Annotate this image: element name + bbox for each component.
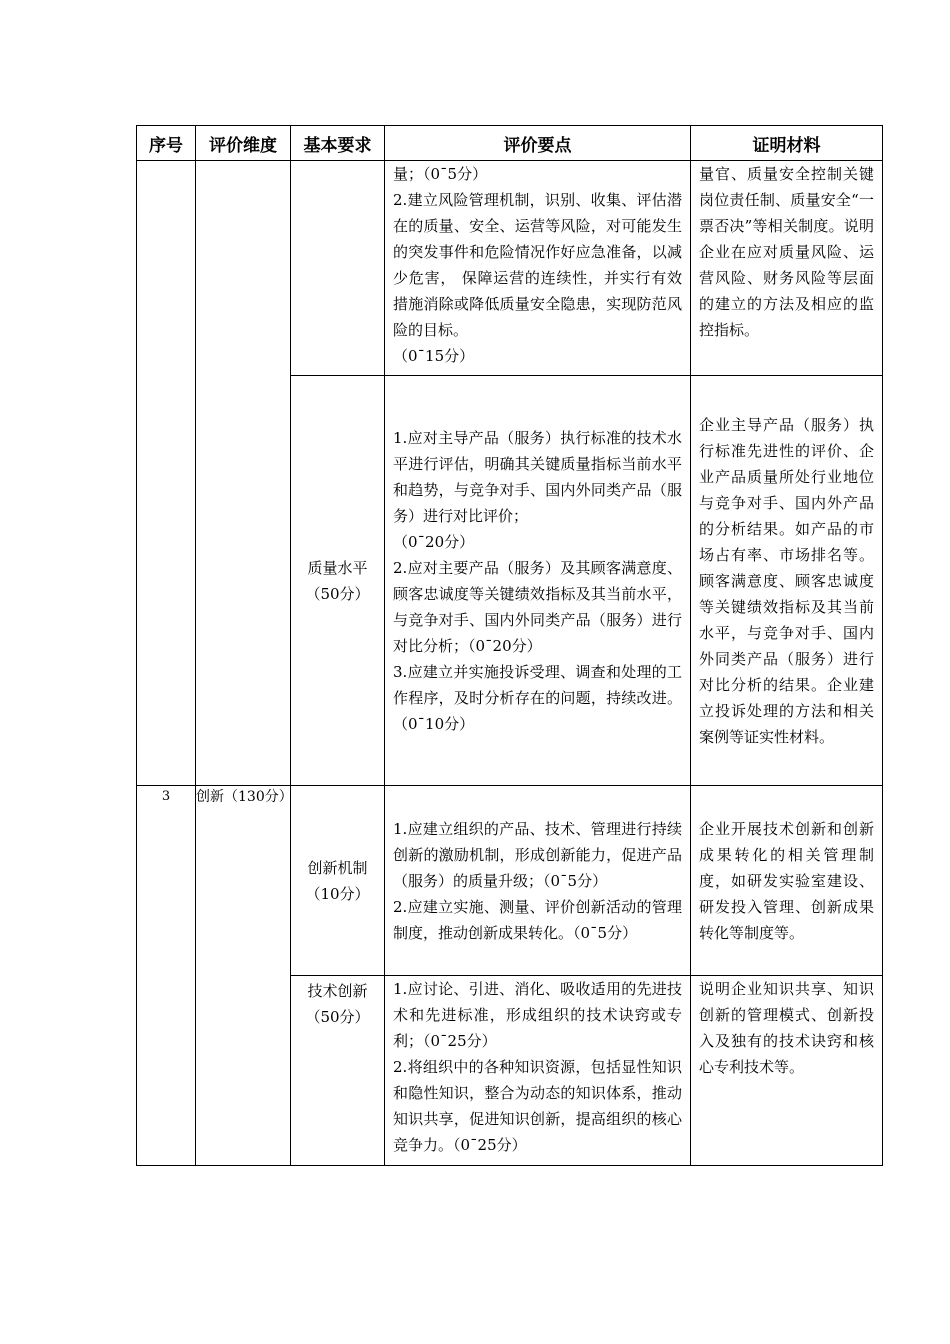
header-no: 序号 xyxy=(137,126,196,161)
point-item: 1.应讨论、引进、消化、吸收适用的先进技术和先进标准，形成组织的技术诀窍或专利；（0¯25分） xyxy=(393,980,682,1050)
cell-evidence: 企业开展技术创新和创新成果转化的相关管理制度，如研发实验室建设、研发投入管理、创新成果转化等制度等。 xyxy=(691,786,883,976)
cell-dimension xyxy=(196,161,291,786)
cell-points xyxy=(385,976,691,1166)
point-item: 2.将组织中的各种知识资源，包括显性知识和隐性知识，整合为动态的知识体系，推动知识共享，促进知识创新，提高组织的核心竞争力。（0¯25分） xyxy=(393,1058,682,1154)
cell-requirement: 质量水平（50分） xyxy=(291,376,385,786)
point-item: 量；（0¯5分） xyxy=(393,165,488,183)
cell-evidence: 量官、质量安全控制关键岗位责任制、质量安全“一票否决”等相关制度。说明企业在应对质量风险、运营风险、财务风险等层面的建立的方法及相应的监控指标。 xyxy=(691,161,883,376)
cell-requirement xyxy=(291,161,385,376)
cell-points xyxy=(385,161,691,376)
point-item: 1.应建立组织的产品、技术、管理进行持续创新的激励机制，形成创新能力，促进产品（服务）的质量升级；（0¯5分） xyxy=(393,819,682,890)
point-item: 2.建立风险管理机制，识别、收集、评估潜在的质量、安全、运营等风险，对可能发生的突发事件和危险情况作好应急准备，以减少危害， 保障运营的连续性，并实行有效措施消除或降低质量安全隐患，实现防范风险的目标。 xyxy=(393,191,682,339)
cell-evidence: 企业主导产品（服务）执行标准先进性的评价、企业产品质量所处行业地位与竞争对手、国内外产品的分析结果。如产品的市场占有率、市场排名等。顾客满意度、顾客忠诚度等关键绩效指标及其当前水平，与竞争对手、国内外同类产品（服务）进行对比分析的结果。企业建立投诉处理的方法和相关案例等证实性材料。 xyxy=(691,376,883,786)
table-header-row xyxy=(137,126,883,161)
table-row xyxy=(137,161,883,376)
header-points: 评价要点 xyxy=(385,126,691,161)
cell-points xyxy=(385,376,691,786)
point-item: 2.应建立实施、测量、评价创新活动的管理制度，推动创新成果转化。（0¯5分） xyxy=(393,897,682,942)
cell-requirement: 技术创新（50分） xyxy=(291,976,385,1166)
cell-no xyxy=(137,161,196,786)
point-item: （0¯20分） xyxy=(393,532,475,551)
header-requirement: 基本要求 xyxy=(291,126,385,161)
table-row xyxy=(137,786,883,976)
point-item: 2.应对主要产品（服务）及其顾客满意度、顾客忠诚度等关键绩效指标及其当前水平，与竞争对手、国内外同类产品（服务）进行对比分析；（0¯20分） xyxy=(393,558,682,655)
cell-points xyxy=(385,786,691,976)
point-item: 1.应对主导产品（服务）执行标准的技术水平进行评估，明确其关键质量指标当前水平和趋势，与竞争对手、国内外同类产品（服务）进行对比评价； xyxy=(393,428,682,525)
point-item: （0¯15分） xyxy=(393,347,475,365)
point-item: 3.应建立并实施投诉受理、调查和处理的工作程序，及时分析存在的问题，持续改进。（0¯10分） xyxy=(393,662,682,733)
header-dimension: 评价维度 xyxy=(196,126,291,161)
cell-no: 3 xyxy=(137,786,196,1166)
cell-dimension: 创新（130分） xyxy=(196,786,291,1166)
evaluation-table xyxy=(136,125,883,1166)
cell-evidence: 说明企业知识共享、知识创新的管理模式、创新投入及独有的技术诀窍和核心专利技术等。 xyxy=(691,976,883,1166)
cell-requirement: 创新机制（10分） xyxy=(291,786,385,976)
header-evidence: 证明材料 xyxy=(691,126,883,161)
